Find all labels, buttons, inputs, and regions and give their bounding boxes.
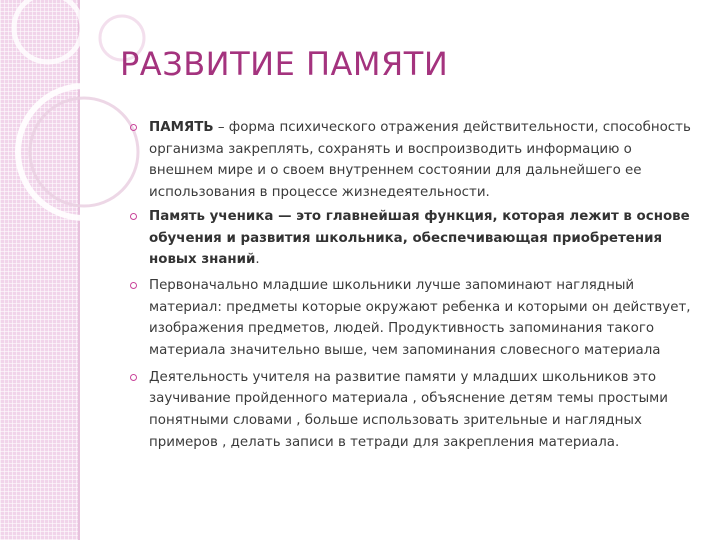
bullet-marker [130,213,137,220]
bullet-emphasis-text: Память ученика — это главнейшая функция, которая лежит в основе обучения и развития школьника, обеспечивающая приобретения новых знаний [149,208,690,268]
bullet-marker [130,282,137,289]
bullet-marker [130,374,137,381]
slide-title: РАЗВИТИЕ ПАМЯТИ [120,45,449,83]
decorative-ring-top [14,0,82,62]
bullet-marker [130,124,137,131]
bullet-text: – форма психического отражения действительности, способность организма закреплять, сохранять и воспроизводить информацию о внешнем мире и о своем внутреннем состоянии для дальнейшего ее использования в процессе жизнедеятельности. [149,120,691,201]
bullet-item-student-memory [130,206,698,271]
bullet-item-visual-memory [130,275,698,362]
bullet-item-teacher-activity [130,367,698,454]
decorative-inner-ring [30,98,138,206]
bullet-term: ПАМЯТЬ [149,120,214,135]
bullet-tail: . [255,252,260,268]
bullet-text: Первоначально младшие школьники лучше запоминают наглядный материал: предметы которые окружают ребенка и которыми он действует, изображения предметов, людей. Продуктивность запоминания такого материала значительно выше, чем запоминания словесного материала [149,277,691,359]
bullet-list [130,117,698,458]
bullet-item-definition [130,117,698,204]
bullet-text: Деятельность учителя на развитие памяти у младших школьников это заучивание пройденного материала , объяснение детям темы простыми понятными словами , больше использовать зрительные и наглядных примеров , делать записи в тетради для закрепления материала. [149,369,668,450]
